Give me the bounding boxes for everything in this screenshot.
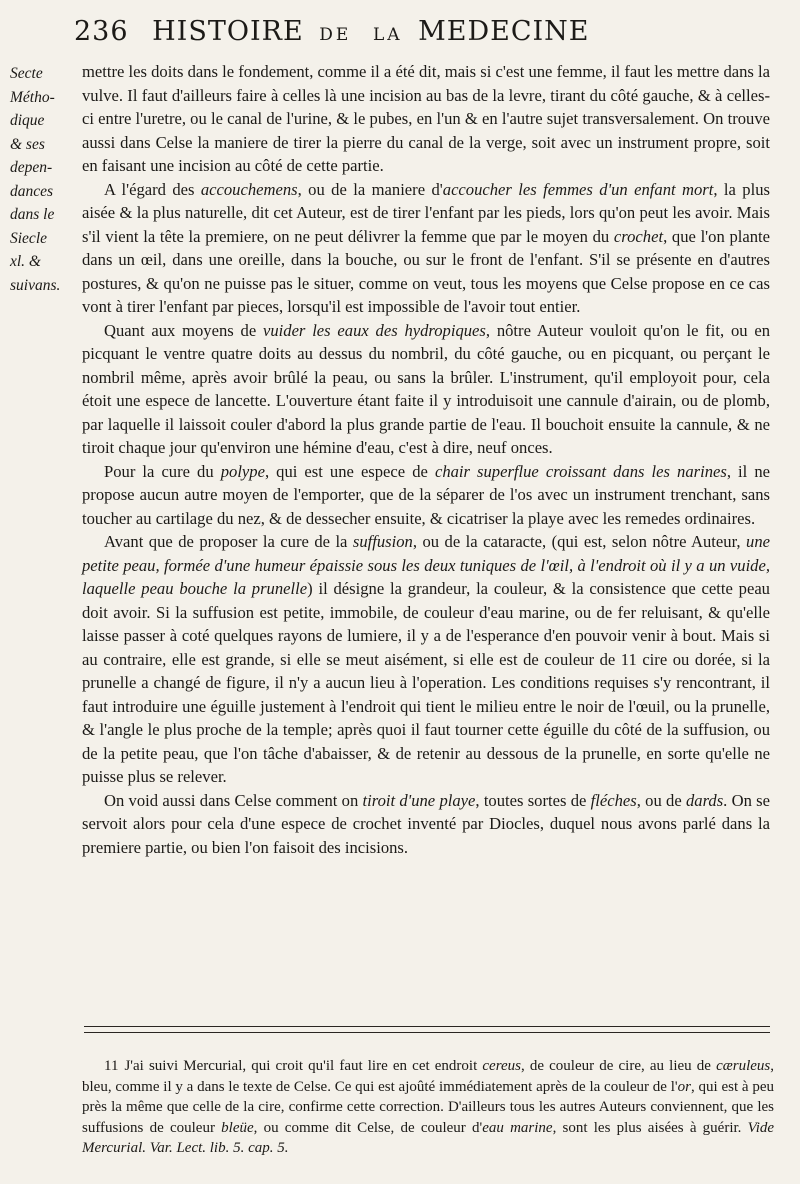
text-run: , de couleur de cire, au lieu de	[520, 1058, 717, 1074]
text-run: , qui est à peu près la même que celle de la cire, confirme cette correction. D'ailleurs tous les autres Auteurs conviennent, que les suffusions de couleur	[82, 1078, 774, 1136]
paragraph	[82, 530, 770, 789]
running-title-la: LA	[372, 25, 403, 45]
footnote-number: 11	[104, 1058, 119, 1074]
text-run: , il ne propose aucun autre moyen de l'emporter, que de la séparer de l'os avec un instrument trenchant, sans toucher au cartilage du nez, & de dessecher ensuite, & cicatriser la playe avec les remedes ordinaires.	[82, 461, 770, 528]
margin-note-line: dances	[10, 182, 54, 200]
text-run: J'ai suivi Mercurial, qui croit qu'il faut lire en cet endroit	[124, 1058, 483, 1074]
running-title-medecine: MEDECINE	[418, 16, 590, 47]
italic-text: tiroit d'une playe	[362, 790, 476, 810]
italic-text: accouchemens	[200, 179, 298, 199]
text-run: , nôtre Auteur vouloit qu'on le fit, ou en picquant le ventre quatre doits au dessus du nombril, du côté gauche, ou en picquant, ou perçant le nombril même, après avoir brûlé la peau, ou sans la brûler. L'instrument, qu'il employoit pour, cela étoit une espece de lancette. L'ouverture étant faite il y introduisoit une cannule d'airain, ou de plomb, par laquelle il laissoit couler d'abord la plus grande partie de l'eau. Il bouchoit ensuite la cannule, & ne tiroit chaque jour qu'environ une hémine d'eau, c'est à dire, neuf onces.	[82, 320, 771, 457]
text-run: , bleu, comme il y a dans le texte de Celse. Ce qui est ajoûté immédiatement après de la couleur de l'	[82, 1058, 774, 1095]
italic-text: eau marine	[482, 1119, 553, 1136]
italic-text: chair superflue croissant dans les narines	[434, 461, 727, 481]
text-run: Quant aux moyens de	[104, 320, 263, 340]
text-run: , la plus aisée & la plus naturelle, dit cet Auteur, est de tirer l'enfant par les pieds, lors qu'on peut les avoir. Mais s'il vient la tête la premiere, on ne peut délivrer la femme que par le moyen du	[82, 179, 770, 246]
margin-note-line: & ses	[10, 135, 45, 153]
text-run: Pour la cure du	[104, 461, 221, 481]
text-run: , ou de la cataracte, (qui est, selon nôtre Auteur,	[412, 532, 747, 551]
italic-text: suffusion	[352, 532, 413, 551]
italic-text: fléches	[590, 790, 637, 810]
text-run: , ou comme dit Celse, de couleur d'	[253, 1119, 483, 1136]
text-run: , ou de	[636, 790, 686, 810]
italic-text: cæruleus	[716, 1058, 771, 1074]
margin-note-line: suivans.	[10, 276, 61, 294]
text-run: On void aussi dans Celse comment on	[104, 790, 363, 810]
italic-text: dards	[685, 790, 724, 810]
running-title-histoire: HISTOIRE	[152, 16, 304, 47]
text-run: , qui est une espece de	[264, 461, 435, 481]
running-title-de: DE	[319, 25, 352, 45]
margin-note-line: Secte	[10, 65, 43, 82]
paragraph	[82, 178, 770, 319]
footnote	[82, 1056, 774, 1159]
italic-text: cereus	[482, 1058, 521, 1074]
text-run: , que l'on plante dans un œil, dans une oreille, dans la bouche, ou sur le front de l'enfant. S'il se présente en d'autres postures, & qu'on ne puisse pas le situer, comme on veut, tous les moyens que Celse propose en ce cas vont à tirer l'enfant par pieces, lorsqu'il est impossible de l'avoir tout entier.	[82, 226, 770, 316]
margin-note-line: dans le	[10, 206, 55, 223]
text-run: ) il désigne la grandeur, la couleur, & la consistence que cette peau doit avoir. Si la suffusion est petite, immobile, de couleur d'eau marine, ou de fer reluisant, & qu'elle laisse passer à coté quelques rayons de lumiere, il y a de l'esperance d'en pouvoir venir à bout. Mais si au contraire, elle est grande, si elle se meut aisément, si elle est de couleur de 11 cire ou dorée, si la prunelle a changé de figure, il n'y a aucun lieu à l'operation. Les conditions requises s'y rencontrant, il faut introduire une éguille justement à l'endroit qui tient le milieu entre le noir de l'œuil, ou la prunelle, & l'angle le plus proche de la temple; après quoi il faut tourner cette éguille du côté de la suffusion, ou de la petite peau, que l'on tâche d'abaisser, & de retenir au dessous de la prunelle, en sorte qu'elle ne puisse plus se relever.	[82, 579, 770, 786]
text-run: , toutes sortes de	[475, 790, 591, 810]
margin-note-line: Métho-	[10, 88, 55, 106]
page-number: 236	[74, 16, 129, 47]
italic-text: bleüe	[221, 1119, 254, 1136]
italic-text: polype	[220, 461, 265, 481]
paragraph	[82, 460, 770, 531]
text-run: . On se servoit alors pour cela d'une espece de crochet inventé par Diocles, duquel nous avons parlé dans la premiere partie, ou bien l'on faisoit des incisions.	[82, 790, 770, 857]
margin-note-line: Siecle	[10, 229, 48, 247]
text-run: , sont les plus aisées à guérir.	[552, 1119, 748, 1136]
italic-text: Vide Mercurial. Var. Lect. lib. 5. cap. 5.	[82, 1119, 775, 1156]
margin-note-line: xl. &	[10, 253, 41, 270]
text-run: mettre les doits dans le fondement, comme il a été dit, mais si c'est une femme, il faut les mettre dans la vulve. Il faut d'ailleurs faire à celles là une incision au bas de la levre, tirant du côté gauche, & à celles-ci entre l'uretre, ou le canal de l'urine, & le pubes, en l'un & en l'autre sujet transversalement. On trouve aussi dans Celse la maniere de tirer la pierre du canal de la verge, soit avec un instrument propre, soit en faisant une incision au côté de cette partie.	[82, 62, 770, 175]
margin-note	[10, 62, 76, 297]
margin-note-line: depen-	[10, 159, 53, 176]
italic-text: accoucher les femmes d'un enfant mort	[442, 179, 714, 199]
margin-note-line: dique	[10, 112, 45, 129]
text-run: Avant que de proposer la cure de la	[104, 532, 353, 551]
text-run: , ou de la maniere d'	[297, 179, 443, 199]
text-run: A l'égard des	[104, 179, 201, 199]
footnote-text	[82, 1058, 774, 1156]
italic-text: vuider les eaux des hydropiques	[263, 320, 486, 340]
italic-text: or	[677, 1078, 691, 1095]
italic-text: crochet	[613, 226, 664, 246]
italic-text: une petite peau, formée d'une humeur épaissie sous les deux tuniques de l'œil, à l'endroit où il y a un vuide, laquelle peau bouche la prunelle	[82, 532, 771, 598]
footnote-divider	[84, 1026, 770, 1033]
paragraph	[82, 789, 770, 860]
body-text	[82, 60, 770, 859]
running-head	[74, 16, 714, 56]
paragraph	[82, 60, 770, 178]
paragraph	[82, 319, 770, 460]
